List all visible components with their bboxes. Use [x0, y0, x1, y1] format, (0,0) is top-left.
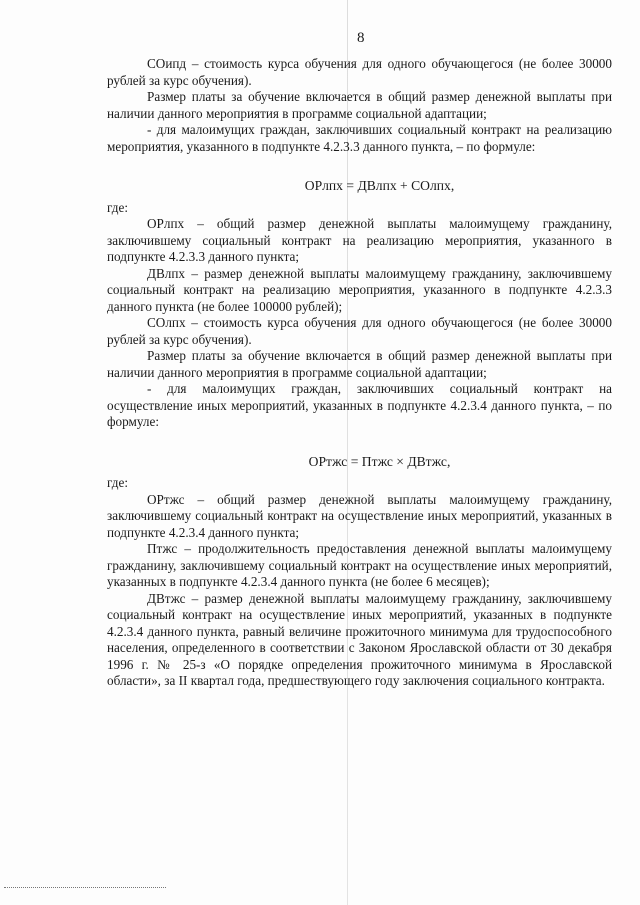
paragraph-solph-definition: СОлпх – стоимость курса обучения для одного обучающегося (не более 30000 рублей за курс обучения).	[107, 315, 612, 347]
paragraph-dvtzhs-definition: ДВтжс – размер денежной выплаты малоимущему гражданину, заключившему социальный контракт на осуществление иных мероприятий, указанных в подпункте 4.2.3.4 данного пункта, равный величине прожиточного минимума для трудоспособного населения, определенного в соответствии с Законом Ярославской области от 30 декабря 1996 г. № 25-з «О порядке определения прожиточного минимума в Ярославской области», за II квартал года, предшествующего году заключения социального контракта.	[107, 590, 612, 688]
label-where-2: где:	[107, 475, 128, 490]
paragraph-lph-intro: - для малоимущих граждан, заключивших социальный контракт на реализацию мероприятия, указанного в подпункте 4.2.3.3 данного пункта, – по формуле:	[107, 122, 612, 154]
paragraph-soipd-definition: СОипд – стоимость курса обучения для одного обучающегося (не более 30000 рублей за курс обучения).	[107, 56, 612, 88]
footer-dotted-rule	[4, 887, 166, 888]
formula-ortzhs: ОРтжс = Птжс × ДВтжс,	[308, 453, 451, 469]
paragraph-tzhs-intro: - для малоимущих граждан, заключивших социальный контракт на осуществление иных мероприятий, указанных в подпункте 4.2.3.4 данного пункта, – по формуле:	[107, 381, 612, 429]
paragraph-dvlph-definition: ДВлпх – размер денежной выплаты малоимущему гражданину, заключившему социальный контракт на реализацию мероприятия, указанного в подпункте 4.2.3.3 данного пункта (не более 100000 рублей);	[107, 265, 612, 314]
paragraph-ptzhs-definition: Птжс – продолжительность предоставления денежной выплаты малоимущему гражданину, заключившему социальный контракт на осуществление иных мероприятий, указанных в подпункте 4.2.3.4 данного пункта (не более 6 месяцев);	[107, 541, 612, 589]
paragraph-ortzhs-definition: ОРтжс – общий размер денежной выплаты малоимущему гражданину, заключившему социальный контракт на осуществление иных мероприятий, указанных в подпункте 4.2.3.4 данного пункта;	[107, 491, 612, 540]
label-where-1: где:	[107, 199, 128, 215]
paragraph-training-fee-1: Размер платы за обучение включается в общий размер денежной выплаты при наличии данного мероприятия в программе социальной адаптации;	[107, 89, 612, 121]
document-body	[107, 56, 612, 690]
page-number: 8	[357, 30, 365, 46]
paragraph-orlph-definition: ОРлпх – общий размер денежной выплаты малоимущему гражданину, заключившему социальный контракт на реализацию мероприятия, указанного в подпункте 4.2.3.3 данного пункта;	[107, 216, 612, 264]
formula-orlph: ОРлпх = ДВлпх + СОлпх,	[304, 178, 455, 193]
paragraph-training-fee-2: Размер платы за обучение включается в общий размер денежной выплаты при наличии данного мероприятия в программе социальной адаптации;	[107, 348, 612, 380]
